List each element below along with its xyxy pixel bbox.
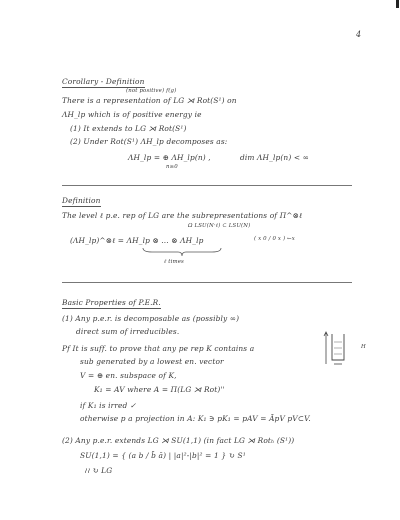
corollary-formula-sub: n≥0 xyxy=(166,164,178,170)
corollary-line-2: ΛH_lp which is of positive energy ie xyxy=(62,110,202,119)
corollary-item-2: (2) Under Rot(S¹) ΛH_lp decomposes as: xyxy=(70,137,228,146)
property-1-line-2: direct sum of irreducibles. xyxy=(76,327,180,336)
proof-line-4: K₁ = AV where A = Π(LG ⋊ Rot)'' xyxy=(94,385,225,394)
section-divider-2 xyxy=(62,282,352,283)
corollary-line-1: There is a representation of LG ⋊ Rot(S¹) on xyxy=(62,96,237,105)
property-2-line-1: (2) Any p.e.r. extends LG ⋊ SU(1,1) (in fact LG ⋊ Rotₕ (S¹)) xyxy=(62,436,295,445)
definition-line-1: The level ℓ p.e. rep of LG are the subrepresentations of Π^⊗ℓ xyxy=(62,211,303,220)
page-number: 4 xyxy=(356,30,362,39)
proof-line-2: sub generated by a lowest en. vector xyxy=(80,357,224,366)
property-1-line-1: (1) Any p.e.r. is decomposable as (possibly ∞) xyxy=(62,314,240,323)
brace-mark xyxy=(142,247,222,257)
definition-heading: Definition xyxy=(62,196,101,205)
corollary-insert-note: (not positive) f(g) xyxy=(126,88,177,94)
definition-matrix: ( x 0 / 0 x ) ←x xyxy=(254,236,295,242)
corollary-formula: ΛH_lp = ⊕ ΛH_lp(n) , xyxy=(128,153,211,162)
property-2-line-3: ≀≀ ↻ LG xyxy=(84,466,113,475)
page-edge-mark xyxy=(396,0,399,8)
basic-heading: Basic Properties of P.E.R. xyxy=(62,298,161,307)
proof-line-3: V = ⊕ en. subspace of K, xyxy=(80,371,177,380)
proof-line-6: otherwise p a projection in A: K₁ ∋ pK₁ = pAV = ĀpV pV⊂V. xyxy=(80,414,311,423)
section-divider-1 xyxy=(62,185,352,186)
definition-embedding: Ω LSU(N·ℓ) ⊂ LSU(N) xyxy=(188,223,251,229)
definition-formula: (ΛH_lp)^⊗ℓ = ΛH_lp ⊗ ... ⊗ ΛH_lp xyxy=(70,236,204,245)
property-2-line-2: SU(1,1) = { (a b / b̄ ā) | |a|²-|b|² = 1 } ↻ S¹ xyxy=(80,451,246,460)
proof-line-1: Pf It is suff. to prove that any pe rep K contains a xyxy=(62,344,255,353)
corollary-heading: Corollary - Definition xyxy=(62,77,145,86)
sketch-label: H xyxy=(361,344,366,350)
energy-sketch xyxy=(320,328,358,368)
proof-line-5: if K₁ is irred ✓ xyxy=(80,401,137,410)
corollary-condition: dim ΛH_lp(n) < ∞ xyxy=(240,153,309,162)
corollary-item-1: (1) It extends to LG ⋊ Rot(S¹) xyxy=(70,124,187,133)
brace-label: ℓ times xyxy=(164,259,184,265)
